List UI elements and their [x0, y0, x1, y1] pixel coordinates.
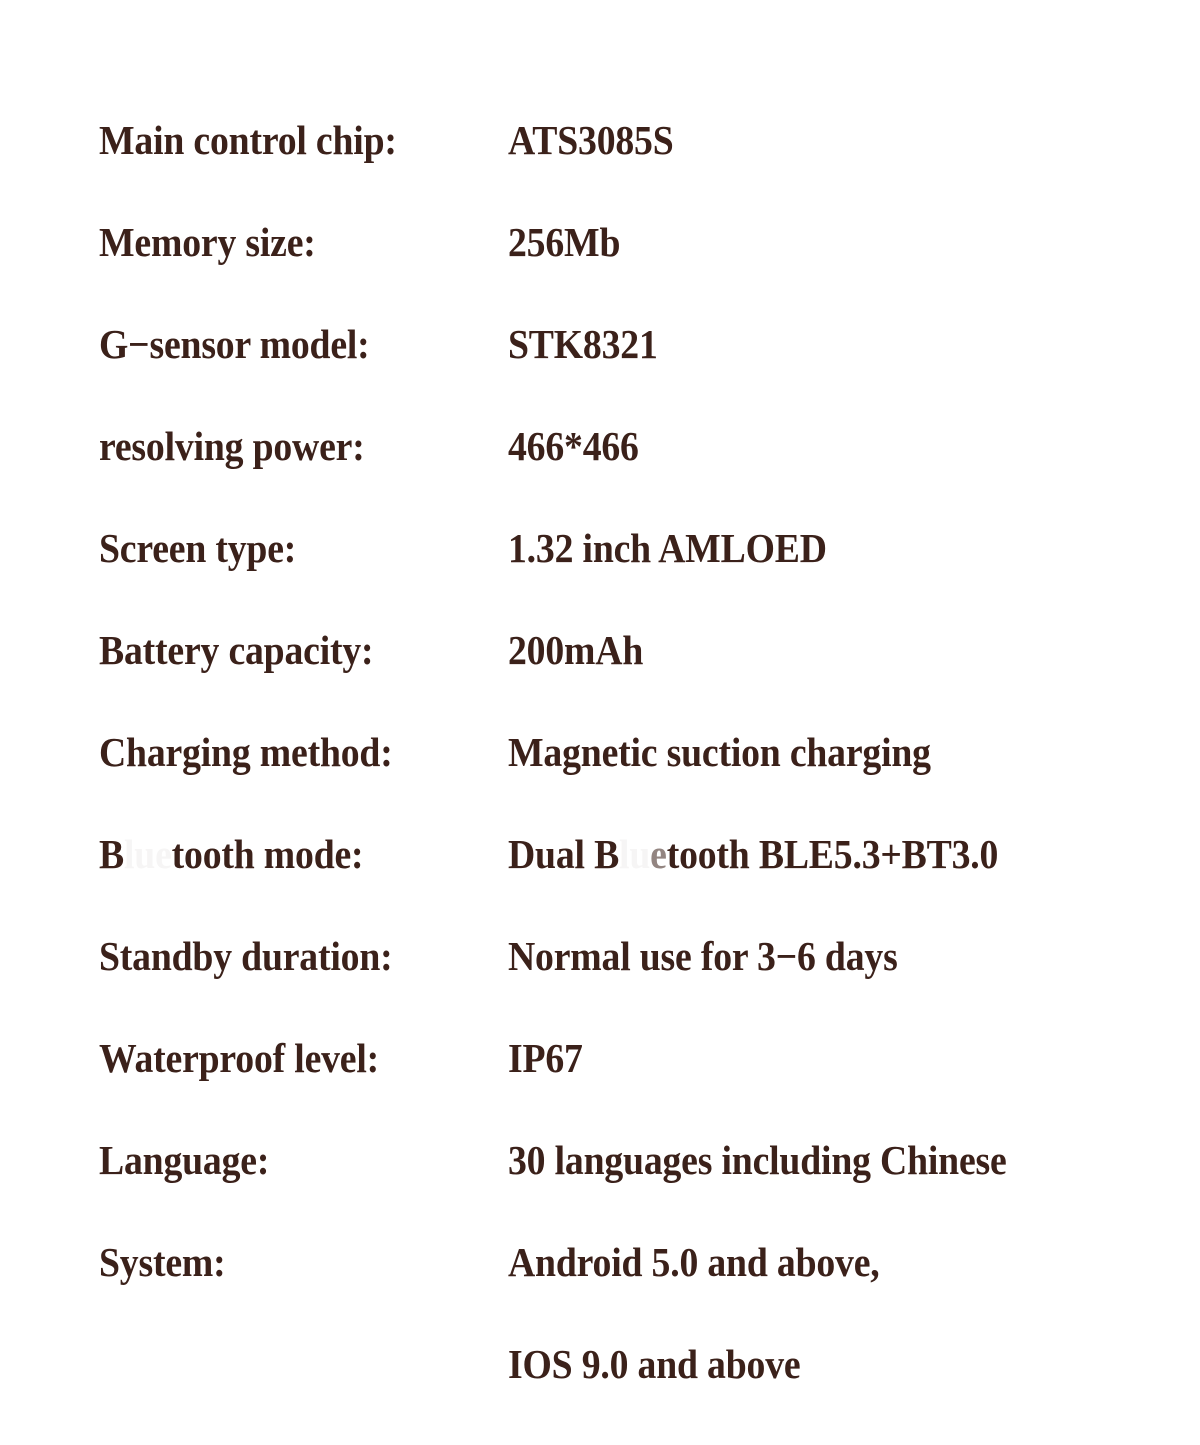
- spec-value: Magnetic suction charging: [508, 729, 931, 775]
- bluetooth-label-faded-glyphs: [124, 830, 155, 878]
- spec-value: Normal use for 3−6 days: [508, 933, 898, 979]
- spec-label: Waterproof level:: [99, 1035, 380, 1081]
- spec-value: 200mAh: [508, 627, 644, 673]
- bluetooth-value-faded-edge-glyph: e: [650, 831, 667, 877]
- bluetooth-value-faded-glyphs: [619, 830, 650, 878]
- spec-value: IOS 9.0 and above: [508, 1341, 801, 1387]
- bluetooth-label-part-1: B: [99, 831, 124, 877]
- spec-row: [0, 293, 1200, 395]
- spec-value: STK8321: [508, 321, 658, 367]
- spec-label: Standby duration:: [99, 933, 393, 979]
- spec-label: Language:: [99, 1137, 270, 1183]
- spec-label: Charging method:: [99, 729, 393, 775]
- bluetooth-value-part-1: Dual B: [508, 831, 620, 877]
- spec-row: [0, 497, 1200, 599]
- spec-row: [0, 1007, 1200, 1109]
- spec-value: Android 5.0 and above,: [508, 1239, 880, 1285]
- spec-row: [0, 395, 1200, 497]
- spec-label: Main control chip:: [99, 117, 397, 163]
- spec-row: [0, 1211, 1200, 1313]
- spec-label: G−sensor model:: [99, 321, 370, 367]
- spec-row-bluetooth: [0, 803, 1200, 905]
- spec-row: [0, 191, 1200, 293]
- spec-label: Battery capacity:: [99, 627, 374, 673]
- spec-row: [0, 905, 1200, 1007]
- spec-row: [0, 89, 1200, 191]
- spec-row: [0, 701, 1200, 803]
- spec-value: ATS3085S: [508, 117, 674, 163]
- spec-value: IP67: [508, 1035, 583, 1081]
- spec-label: resolving power:: [99, 423, 365, 469]
- spec-value: 1.32 inch AMLOED: [508, 525, 827, 571]
- spec-row: [0, 1109, 1200, 1211]
- spec-label: Screen type:: [99, 525, 297, 571]
- spec-value: [508, 803, 998, 905]
- spec-row-continuation: [0, 1313, 1200, 1415]
- spec-label: Memory size:: [99, 219, 316, 265]
- spec-label: System:: [99, 1239, 226, 1285]
- spec-value: 256Mb: [508, 219, 621, 265]
- spec-row: [0, 599, 1200, 701]
- spec-value: 466*466: [508, 423, 639, 469]
- bluetooth-label-faded-edge-glyph: [155, 830, 172, 878]
- spec-value: 30 languages including Chinese: [508, 1137, 1007, 1183]
- bluetooth-label-part-2: tooth mode:: [171, 831, 364, 877]
- bluetooth-value-part-2: tooth BLE5.3+BT3.0: [666, 831, 999, 877]
- spec-label: [99, 803, 363, 905]
